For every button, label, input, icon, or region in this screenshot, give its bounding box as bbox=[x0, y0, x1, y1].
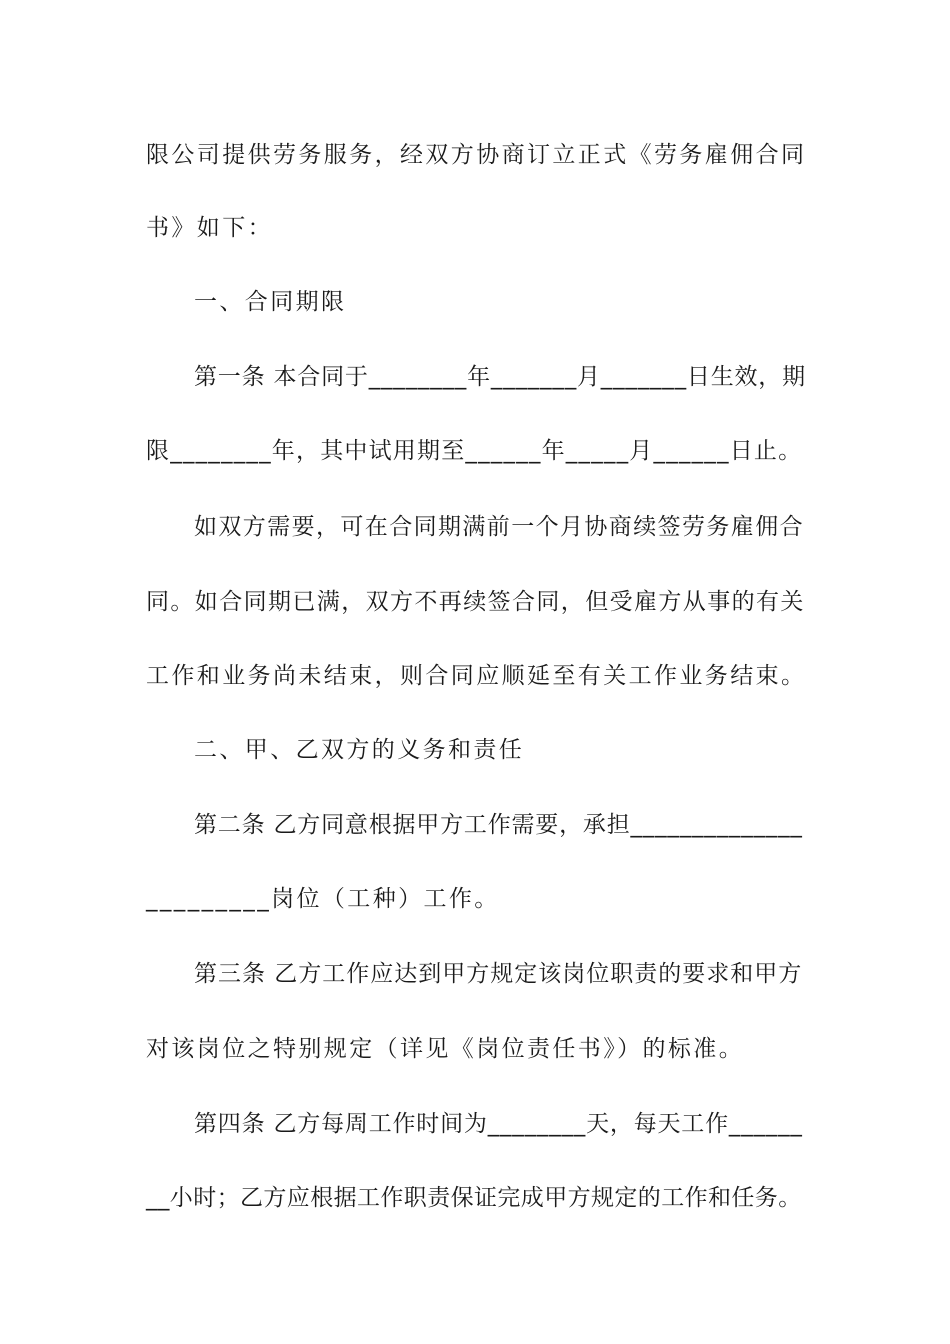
article-2-line: 第二条 乙方同意根据甲方工作需要，承担______________ bbox=[194, 812, 803, 838]
paragraph-line: 同。如合同期已满，双方不再续签合同，但受雇方从事的有关 bbox=[146, 589, 805, 615]
article-2-line: _________岗位（工种）工作。 bbox=[146, 886, 500, 912]
article-3-line: 第三条 乙方工作应达到甲方规定该岗位职责的要求和甲方 bbox=[194, 961, 803, 987]
section-heading-term: 一、合同期限 bbox=[194, 289, 347, 315]
article-4-line: __小时；乙方应根据工作职责保证完成甲方规定的工作和任务。 bbox=[146, 1185, 802, 1211]
article-3-line: 对该岗位之特别规定（详见《岗位责任书》）的标准。 bbox=[146, 1036, 745, 1062]
article-4-line: 第四条 乙方每周工作时间为________天，每天工作______ bbox=[194, 1111, 803, 1137]
paragraph-line: 如双方需要，可在合同期满前一个月协商续签劳务雇佣合 bbox=[194, 514, 804, 540]
section-heading-duties: 二、甲、乙双方的义务和责任 bbox=[194, 737, 525, 763]
article-1-line: 限________年，其中试用期至______年_____月______日止。 bbox=[146, 438, 803, 464]
article-1-line: 第一条 本合同于________年_______月_______日生效，期 bbox=[194, 364, 806, 390]
paragraph-line: 限公司提供劳务服务，经双方协商订立正式《劳务雇佣合同 bbox=[146, 142, 807, 168]
paragraph-line: 书》如下： bbox=[146, 215, 273, 241]
paragraph-line: 工作和业务尚未结束，则合同应顺延至有关工作业务结束。 bbox=[146, 663, 807, 689]
